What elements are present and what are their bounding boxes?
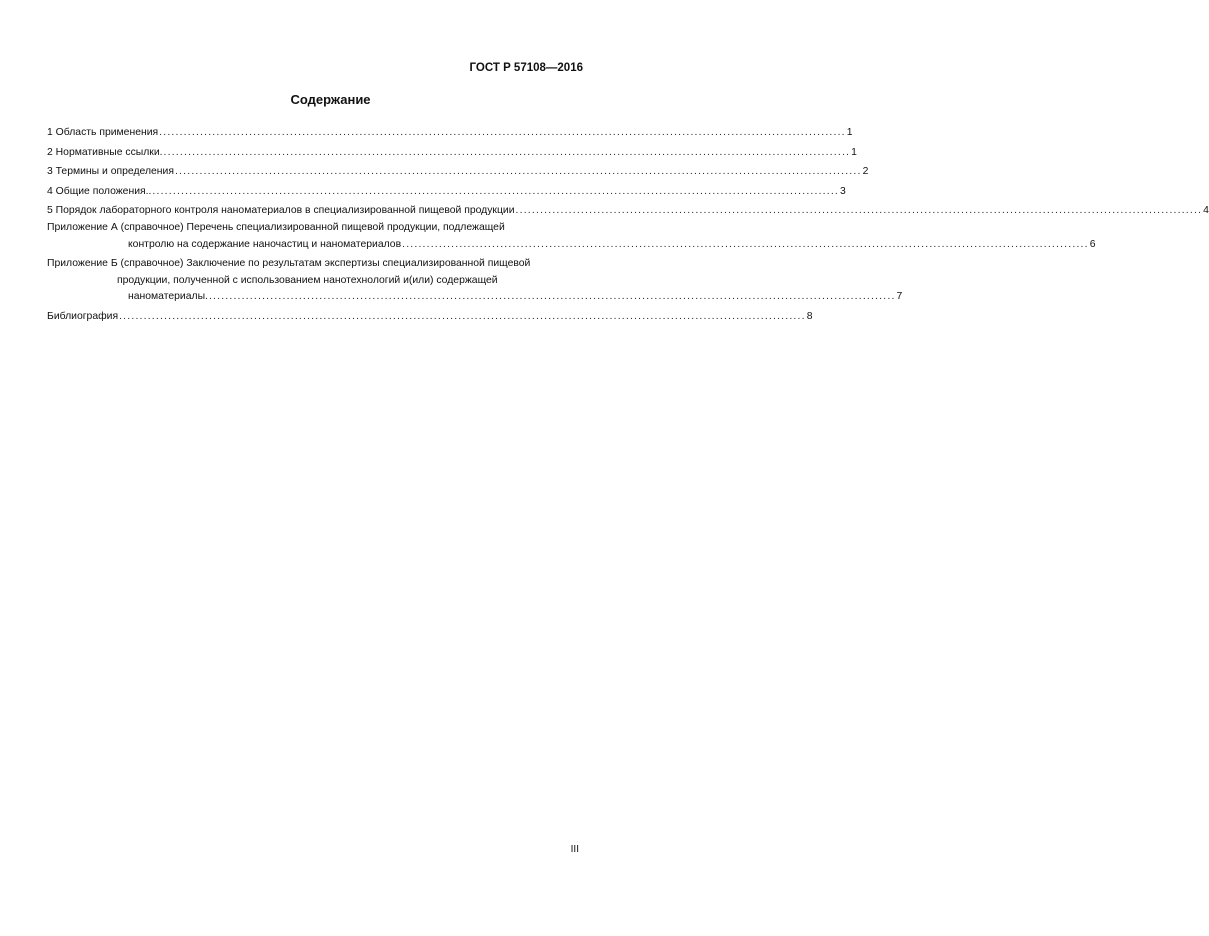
toc-leader-dots: ........................................................................................................................................................................ — [163, 146, 851, 158]
toc-entry-text: Приложение Б (справочное) Заключение по результатам экспертизы специализированной пищевой — [47, 258, 531, 270]
table-of-contents — [47, 125, 1209, 326]
toc-page-number: 3 — [840, 185, 846, 197]
toc-entry-appendix-a[interactable] — [47, 220, 1096, 253]
toc-entry-text: 5 Порядок лабораторного контроля наноматериалов в специализированной пищевой продукции — [47, 205, 515, 217]
toc-leader-dots: ........................................................................................................................................................................ — [174, 166, 862, 178]
toc-leader-dots: ........................................................................................................................................................................ — [152, 185, 840, 197]
toc-entry-text: Библиография — [47, 310, 119, 322]
toc-entry-text: продукции, полученной с использованием нанотехнологий и(или) содержащей — [117, 274, 498, 286]
toc-page-number: 4 — [1203, 205, 1209, 217]
toc-entry-lab-control[interactable] — [47, 203, 1209, 220]
toc-entry-text: Приложение А (справочное) Перечень специализированной пищевой продукции, подлежащей — [47, 221, 505, 233]
toc-entry-terms[interactable] — [47, 164, 869, 181]
toc-entry-text: 4 Общие положения.. — [47, 185, 152, 197]
toc-entry-normative-references[interactable] — [47, 145, 857, 162]
toc-leader-dots: ........................................................................................................................................................................ — [159, 127, 846, 138]
toc-entry-text: 1 Область применения — [47, 127, 159, 138]
toc-leader-dots: ........................................................................................................................................................................ — [119, 310, 806, 322]
toc-page-number: 2 — [862, 166, 869, 178]
toc-entry-general[interactable] — [47, 184, 846, 201]
toc-page-number: 1 — [846, 127, 853, 138]
toc-entry-bibliography[interactable] — [47, 309, 813, 326]
toc-title: Содержание — [290, 92, 371, 107]
toc-page-number: 8 — [806, 310, 813, 322]
page-number: III — [570, 844, 579, 855]
toc-entry-text: 3 Термины и определения — [47, 166, 174, 178]
document-code: ГОСТ Р 57108—2016 — [469, 62, 583, 74]
toc-leader-dots: ........................................................................................................................................................................ — [515, 205, 1203, 217]
toc-page-number: 1 — [851, 146, 857, 158]
toc-leader-dots: ........................................................................................................................................................................ — [402, 238, 1089, 250]
toc-entry-scope[interactable] — [47, 125, 853, 142]
toc-entry-text: наноматериалы. — [128, 291, 208, 303]
toc-entry-text: 2 Нормативные ссылки. — [47, 146, 163, 158]
toc-page-number: 7 — [896, 291, 903, 303]
toc-entry-appendix-b[interactable] — [47, 256, 903, 306]
toc-leader-dots: ........................................................................................................................................................................ — [208, 291, 896, 303]
toc-entry-text: контролю на содержание наночастиц и наноматериалов — [128, 238, 402, 250]
toc-page-number: 6 — [1089, 238, 1096, 250]
